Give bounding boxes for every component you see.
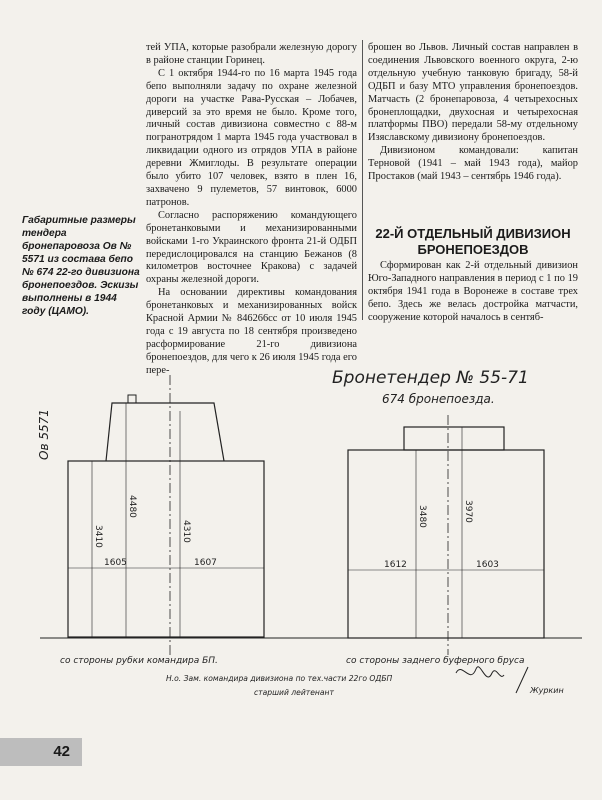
signature-text: Н.о. Зам. командира дивизиона по тех.части 22го ОДБП	[166, 674, 393, 683]
tender-drawing	[0, 355, 602, 715]
paragraph: Согласно распоряжению командующего бронетанковыми и механизированными войсками 1-го Украинского фронта 21-й ОДБП передислоцировался на станцию Бежанов (8 километров восточнее Кракова) с задачей охраны железной дороги.	[146, 209, 357, 286]
left-dim-label: 4310	[181, 520, 191, 543]
column-divider	[362, 40, 363, 320]
left-small-box	[128, 395, 136, 403]
paragraph: На основании директивы командования бронетанковых и механизированных войск Красной Армии № 846266сс от 10 июля 1945 года с 19 августа по 18 сентября произведено расформирование 21-го дивизиона бронепоездов, для чего к 26 июля 1945 года его пере-	[146, 287, 357, 376]
paragraph: тей УПА, которые разобрали железную дорогу в районе станции Горинец.	[146, 42, 357, 66]
paragraph: Дивизионом командовали: капитан Терновой (1941 – май 1943 года), майор Простаков (май 1943 – сентябрь 1946 года).	[368, 145, 578, 183]
drawing-title: Бронетендер № 55-71	[332, 368, 529, 388]
left-dim-label: 3410	[93, 525, 103, 548]
right-width-label: 1612	[384, 560, 407, 570]
left-tender-sketch	[68, 375, 264, 655]
vertical-label: Ов 5571	[37, 409, 51, 460]
right-tender-sketch	[348, 415, 544, 655]
signature-rank: старший лейтенант	[254, 688, 334, 697]
text-column-2	[368, 42, 578, 184]
signature-name: Журкин	[530, 686, 564, 695]
signature-slash	[516, 667, 528, 693]
left-top-section	[106, 403, 224, 461]
left-width-label: 1607	[194, 558, 217, 568]
text-column-3	[368, 260, 578, 325]
paragraph: С 1 октября 1944-го по 16 марта 1945 года бепо выполняли задачу по охране железной дороги на участке Рава-Русская – Лобачев, диверсий за это время не было. Кроме того, личный состав дивизиона совместно с 88-м погранотрядом 1 марта 1945 года участвовал в ликвидации одного из отрядов УПА в районе деревни Жмиглоды. В результате операции было убито 107 человек, взято в плен 16, захвачено 9 пулеметов, 57 винтовок, 6000 патронов.	[146, 67, 357, 208]
left-view-caption: со стороны рубки командира БП.	[60, 656, 218, 666]
signature-scribble	[456, 667, 504, 677]
figure-caption: Габаритные размеры тендера бронепаровоза Ов № 5571 из состава бепо № 674 22-го дивизиона бронепоездов. Эскизы выполнены в 1944 году (ЦАМО).	[22, 215, 140, 317]
left-body	[68, 461, 264, 637]
drawing-subtitle: 674 бронепоезда.	[382, 392, 495, 406]
left-width-label: 1605	[104, 558, 127, 568]
left-dim-label: 4480	[127, 495, 137, 518]
right-dim-label: 3970	[463, 500, 473, 523]
right-top-section	[404, 427, 504, 450]
paragraph: Сформирован как 2-й отдельный дивизион Юго-Западного направления в период с 1 по 19 октября 1941 года в Воронеже в составе трех бепо. Здесь же велась достройка матчасти, сооружение которой началось в сентяб-	[368, 260, 578, 323]
right-dim-label: 3480	[417, 505, 427, 528]
right-view-caption: со стороны заднего буферного бруса	[346, 656, 525, 666]
right-body	[348, 450, 544, 638]
paragraph: брошен во Львов. Личный состав направлен в соединения Львовского военного округа, 2-ю отдельную учебную танковую бригаду, 58-й ОДБП и базу МТО управления бронепоездов. Матчасть (2 бронепаровоза, 4 четырехосных бронеплощадки, двухосная и четырехосная платформы ПВО) передали 58-му отдельному Изяславскому дивизиону бронепоездов.	[368, 42, 578, 144]
right-width-label: 1603	[476, 560, 499, 570]
text-column-1	[146, 42, 357, 378]
page-number: 42	[0, 738, 82, 766]
section-title: 22-Й ОТДЕЛЬНЫЙ ДИВИЗИОН БРОНЕПОЕЗДОВ	[375, 226, 571, 257]
